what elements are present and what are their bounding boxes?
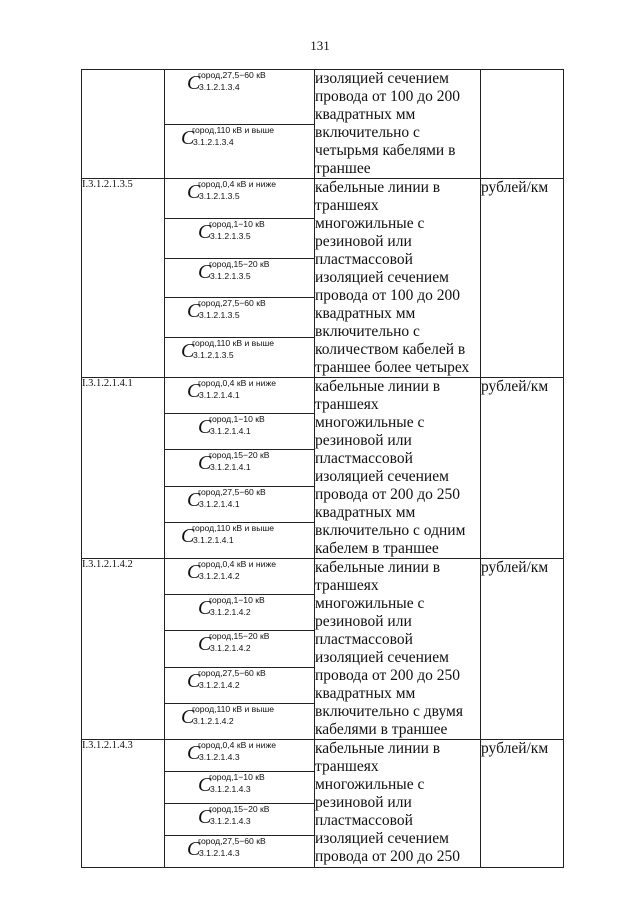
formula-symbol: C [187,742,201,764]
description-line: траншеях [315,396,379,413]
row-code: I.3.1.2.1.4.1 [82,378,165,559]
cost-formula [187,740,297,766]
description-line: траншее [315,160,371,177]
formula-symbol: C [198,220,212,243]
formula-subscript: 3.1.2.1.3.4 [193,136,234,147]
formula-superscript: город,0,4 кВ и ниже [198,559,276,569]
cost-formula [187,559,297,585]
description-line: провода от 100 до 200 [315,287,461,304]
row-code: I.3.1.2.1.3.5 [82,179,165,378]
cost-formula [198,414,308,440]
formula-cell [165,486,315,522]
description-line: включительно с [315,124,420,141]
row-unit: рублей/км [481,740,564,868]
page-number: 131 [310,38,330,53]
formula-subscript: 3.1.2.1.4.1 [199,390,240,400]
formula-superscript: город,1−10 кВ [209,414,265,425]
row-unit: рублей/км [481,378,564,559]
formula-cell [165,298,315,338]
formula-superscript: город,15−20 кВ [209,804,270,814]
formula-symbol: C [198,452,212,475]
formula-symbol: C [181,524,195,547]
description-line: количеством кабелей в [315,341,466,358]
formula-cell [165,740,315,772]
formula-symbol: C [187,181,201,203]
cost-formula [181,523,291,549]
formula-superscript: город,110 кВ и выше [192,703,275,714]
description-line: траншеях [315,197,379,214]
table-row [82,179,564,219]
formula-symbol: C [187,300,201,323]
formula-cell [165,378,315,414]
formula-cell [165,338,315,378]
formula-subscript: 3.1.2.1.4.2 [199,571,240,581]
formula-subscript: 3.1.2.1.4.3 [199,752,240,762]
description-line: пластмассовой [315,631,413,648]
description-line: многожильные с [315,595,425,612]
description-line: кабельные линии в [315,179,441,196]
formula-symbol: C [181,340,195,363]
description-line: изоляцией сечением [315,830,449,847]
formula-subscript: 3.1.2.1.4.3 [199,848,240,858]
formula-symbol: C [187,72,201,94]
description-line: траншеях [315,758,379,775]
description-line: пластмассовой [315,251,413,268]
formula-symbol: C [198,597,212,620]
cost-formula [187,70,297,96]
formula-superscript: город,1−10 кВ [209,772,265,782]
table-row [82,378,564,414]
description-line: изоляцией сечением [315,70,449,87]
description-line: провода от 100 до 200 [315,88,461,105]
formula-subscript: 3.1.2.1.4.2 [199,679,240,690]
description-line: резиновой или [315,613,412,630]
formula-superscript: город,0,4 кВ и ниже [198,179,276,189]
cost-formula [187,378,297,404]
formula-cell [165,179,315,219]
tariff-table [81,69,564,868]
cost-formula [198,631,308,657]
formula-symbol: C [198,416,212,439]
formula-superscript: город,27,5−60 кВ [198,667,266,678]
formula-cell [165,218,315,258]
formula-symbol: C [187,561,201,583]
description-line: провода от 200 до 250 [315,848,461,865]
cost-formula [181,704,291,730]
cost-formula [198,219,308,245]
description-line: пластмассовой [315,450,413,467]
row-unit [481,70,564,179]
formula-cell [165,703,315,739]
description-line: изоляцией сечением [315,649,449,666]
formula-symbol: C [198,806,212,828]
description-line: квадратных мм [315,504,416,521]
description-line: кабельные линии в [315,378,441,395]
formula-subscript: 3.1.2.1.3.4 [199,82,240,92]
description-line: многожильные с [315,776,425,793]
formula-subscript: 3.1.2.1.4.1 [210,462,251,473]
formula-superscript: город,27,5−60 кВ [198,836,266,846]
cost-formula [198,259,308,285]
description-line: квадратных мм [315,106,416,123]
formula-symbol: C [187,838,201,860]
formula-symbol: C [198,633,212,656]
formula-cell [165,631,315,667]
description-line: пластмассовой [315,812,413,829]
formula-superscript: город,110 кВ и выше [192,522,275,533]
formula-symbol: C [187,488,201,511]
formula-symbol: C [181,705,195,728]
formula-superscript: город,27,5−60 кВ [198,486,266,497]
description-line: многожильные с [315,215,425,232]
formula-superscript: город,1−10 кВ [209,218,265,229]
description-line: изоляцией сечением [315,468,449,485]
cost-formula [187,836,297,862]
formula-superscript: город,15−20 кВ [209,631,270,642]
description-line: провода от 200 до 250 [315,667,461,684]
description-line: включительно с [315,323,420,340]
formula-cell [165,559,315,595]
cost-formula [198,804,308,830]
description-line: четырьмя кабелями в [315,142,456,159]
formula-subscript: 3.1.2.1.4.3 [210,784,251,794]
formula-cell [165,772,315,804]
formula-cell [165,667,315,703]
formula-cell [165,836,315,868]
table-row [82,70,564,125]
cost-formula [187,487,297,513]
formula-superscript: город,0,4 кВ и ниже [198,378,276,388]
formula-subscript: 3.1.2.1.3.5 [210,270,251,281]
formula-superscript: город,27,5−60 кВ [198,298,266,309]
formula-symbol: C [187,380,201,402]
description-line: квадратных мм [315,305,416,322]
formula-symbol: C [198,774,212,796]
description-line: квадратных мм [315,685,416,702]
formula-cell [165,595,315,631]
row-code: I.3.1.2.1.4.2 [82,559,165,740]
formula-superscript: город,110 кВ и выше [192,124,275,135]
formula-superscript: город,27,5−60 кВ [198,70,266,80]
formula-subscript: 3.1.2.1.3.5 [199,310,240,321]
table-row [82,559,564,595]
cost-formula [198,772,308,798]
description-line: кабельные линии в [315,559,441,576]
formula-superscript: город,15−20 кВ [209,258,270,269]
formula-cell [165,258,315,298]
row-unit: рублей/км [481,179,564,378]
cost-formula [187,179,297,205]
description-line: провода от 200 до 250 [315,486,461,503]
cost-formula [181,125,291,151]
formula-subscript: 3.1.2.1.3.5 [199,191,240,201]
row-code: I.3.1.2.1.4.3 [82,740,165,868]
formula-subscript: 3.1.2.1.3.5 [210,230,251,241]
formula-cell [165,124,315,179]
formula-subscript: 3.1.2.1.3.5 [193,350,234,361]
formula-subscript: 3.1.2.1.4.3 [210,816,251,826]
formula-superscript: город,15−20 кВ [209,450,270,461]
description-line: резиновой или [315,432,412,449]
description-line: кабелями в траншее [315,721,448,738]
description-line: траншеях [315,577,379,594]
formula-subscript: 3.1.2.1.4.2 [210,607,251,618]
row-unit: рублей/км [481,559,564,740]
row-description [315,740,481,868]
formula-subscript: 3.1.2.1.4.1 [210,426,251,437]
cost-formula [198,595,308,621]
description-line: резиновой или [315,233,412,250]
formula-superscript: город,0,4 кВ и ниже [198,740,276,750]
cost-formula [187,668,297,694]
description-line: траншее более четырех [315,359,470,376]
cost-formula [198,450,308,476]
description-line: включительно с двумя [315,703,463,720]
formula-cell [165,70,315,125]
formula-symbol: C [187,669,201,692]
formula-subscript: 3.1.2.1.4.1 [199,498,240,509]
formula-cell [165,450,315,486]
description-line: включительно с одним [315,522,466,539]
formula-cell [165,804,315,836]
row-description [315,70,481,179]
row-description [315,378,481,559]
formula-cell [165,522,315,558]
formula-symbol: C [181,126,195,149]
table-body [82,70,564,868]
formula-cell [165,414,315,450]
row-description [315,559,481,740]
cost-formula [187,298,297,324]
formula-subscript: 3.1.2.1.4.2 [193,715,234,726]
formula-subscript: 3.1.2.1.4.2 [210,643,251,654]
description-line: резиновой или [315,794,412,811]
row-description [315,179,481,378]
formula-symbol: C [198,260,212,283]
description-line: кабельные линии в [315,740,441,757]
description-line: изоляцией сечением [315,269,449,286]
formula-superscript: город,1−10 кВ [209,595,265,606]
formula-subscript: 3.1.2.1.4.1 [193,534,234,545]
table-row [82,740,564,772]
formula-superscript: город,110 кВ и выше [192,338,275,349]
description-line: кабелем в траншее [315,540,439,557]
description-line: многожильные с [315,414,425,431]
cost-formula [181,338,291,364]
row-code [82,70,165,179]
